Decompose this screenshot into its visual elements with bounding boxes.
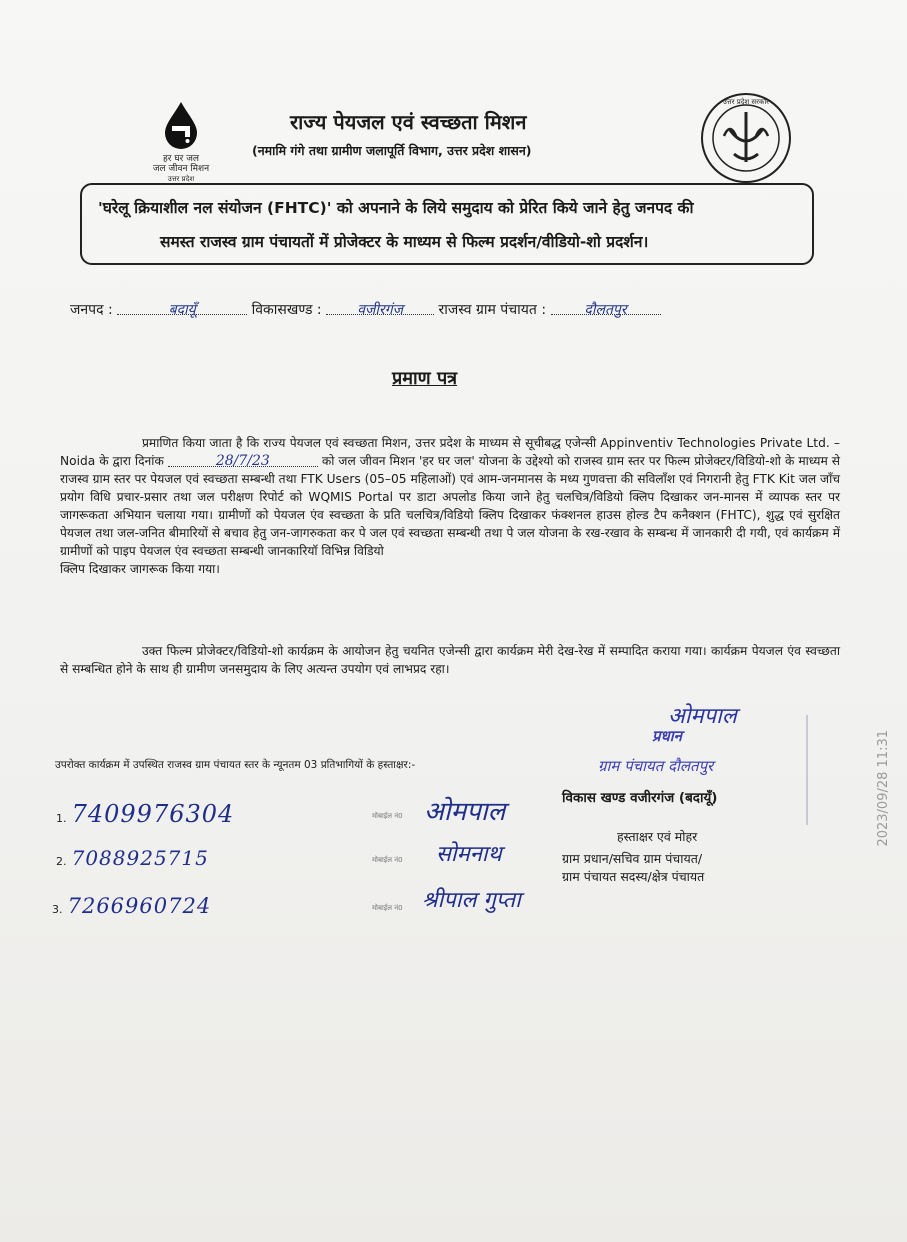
block-label: विकासखण्ड : bbox=[251, 302, 322, 318]
date-field bbox=[168, 452, 318, 467]
panchayat-field bbox=[551, 300, 661, 318]
participant-index: 3. bbox=[52, 903, 63, 916]
emblem-seal-icon bbox=[700, 92, 792, 184]
district-value: बदायूँ bbox=[168, 302, 196, 318]
para1-part-b: को जल जीवन मिशन 'हर घर जल' योजना के उद्देश्यो को राजस्व ग्राम स्तर पर फिल्म प्रोजेक्टर/विडियो-शो के माध्यम से राजस्व ग्राम स्तर पर पेयजल एवं स्वच्छता सम्बन्धी तथा FTK Users (05–05 महिलाओं) एवं आम-जनमानस के मध्य गुणवत्ता की सविलाँश एवं निगरानी हेतु FTK Kit जल जाँच प्रयोग विधि प्रचार-प्रसार तथा जल परीक्षण रिपोर्ट को WQMIS Portal पर डाटा अपलोड किया जाने हेतु चलचित्र/विडियो क्लिप दिखाकर जन-मानस में व्यापक स्तर पर जागरूकता अभियान चलाया गया। ग्रामीणों को पेयजल एंव स्वच्छता के प्रति चलचित्र/विडियो क्लिप दिखाकर फंक्शनल हाउस होल्ड टैप कनैक्शन (FHTC), शुद्ध एवं सुरक्षित पेयजल तथा जल-जनित बीमारियों से बचाव हेतु जन-जागरुकता कर पे जल एवं स्वच्छता सम्बन्धी तथा पे जल योजना के रख-रखाव के सम्बन्ध में जानकारी दी गयी, एवं कार्यक्रम में ग्रामीणों को पाइप पेयजल एंव स्वच्छता सम्बन्धी जानकारियॉ विभिन्न विडियो bbox=[60, 454, 840, 558]
stamp-panchayat: ग्राम पंचायत दौलतपुर bbox=[598, 757, 714, 775]
participant-sign-tag: मोबाईल नं0 bbox=[372, 904, 403, 912]
panchayat-value: दौलतपुर bbox=[584, 302, 627, 318]
document-title: राज्य पेयजल एवं स्वच्छता मिशन bbox=[290, 110, 527, 134]
document-subtitle: (नमामि गंगे तथा ग्रामीण जलापूर्ति विभाग, उत्तर प्रदेश शासन) bbox=[252, 143, 532, 158]
participant-sign-tag: मोबाईल नं0 bbox=[372, 856, 403, 864]
participant-mobile: 7266960724 bbox=[67, 894, 212, 918]
participant-signature: श्रीपाल गुप्ता bbox=[422, 888, 521, 913]
certificate-paragraph-2 bbox=[60, 642, 840, 678]
stamp-edge-line bbox=[806, 715, 808, 825]
participant-index: 1. bbox=[56, 812, 67, 825]
participant-row bbox=[56, 800, 234, 828]
para2-text: उक्त फिल्म प्रोजेक्टर/विडियो-शो कार्यक्रम के आयोजन हेतु चयनित एजेन्सी द्वारा कार्यक्रम मेरी देख-रेख में सम्पादित कराया गया। कार्यक्रम पेयजल एंव स्वच्छता से सम्बन्धित होने के साथ ही ग्रामीण जनसमुदाय के लिए अत्यन्त उपयोग एवं लाभप्रद रहा। bbox=[60, 644, 840, 676]
emblem-text: उत्तर प्रदेश सरकार bbox=[722, 98, 770, 106]
sign-and-seal-label: हस्ताक्षर एवं मोहर bbox=[617, 829, 698, 844]
participant-mobile: 7409976304 bbox=[71, 800, 235, 828]
role-line-2: ग्राम पंचायत सदस्य/क्षेत्र पंचायत bbox=[562, 869, 705, 884]
district-field bbox=[117, 300, 247, 318]
certificate-title: प्रमाण पत्र bbox=[392, 368, 458, 389]
logo-caption-1: हर घर जल bbox=[163, 154, 199, 164]
para1-part-c: क्लिप दिखाकर जागरूक किया गया। bbox=[60, 562, 220, 576]
block-value: वजीरगंज bbox=[357, 302, 403, 318]
logo-caption-2: जल जीवन मिशन bbox=[152, 164, 210, 174]
pradhan-signature: ओमपाल bbox=[668, 704, 737, 729]
participant-mobile: 7088925715 bbox=[71, 846, 209, 870]
participant-index: 2. bbox=[56, 855, 67, 868]
participant-sign-tag: मोबाईल नं0 bbox=[372, 812, 403, 820]
stamp-title: प्रधान bbox=[652, 727, 682, 745]
district-label: जनपद : bbox=[70, 302, 113, 318]
stamp-block: विकास खण्ड वजीरगंज (बदायूँ) bbox=[562, 790, 718, 806]
participant-signature: ओमपाल bbox=[424, 797, 506, 827]
har-ghar-jal-logo bbox=[150, 100, 212, 184]
logo-caption-3: उत्तर प्रदेश bbox=[167, 175, 195, 183]
role-line-1: ग्राम प्रधान/सचिव ग्राम पंचायत/ bbox=[562, 851, 703, 866]
para1-part-a: प्रमाणित किया जाता है कि राज्य पेयजल एवं स्वच्छता मिशन, उत्तर प्रदेश के माध्यम से सूचीबद्ध एजेन्सी Appinventiv Technologies Private Ltd. – Noida के द्वारा दिनांक bbox=[60, 436, 840, 468]
certificate-paragraph-1 bbox=[60, 434, 840, 578]
participant-signature: सोमनाथ bbox=[436, 842, 502, 867]
banner-line-1: 'घरेलू क्रियाशील नल संयोजन (FHTC)' को अपनाने के लिये समुदाय को प्रेरित किये जाने हेतु जनपद की bbox=[98, 199, 694, 217]
location-fields bbox=[70, 300, 661, 319]
up-government-emblem bbox=[700, 92, 792, 184]
photo-timestamp: 2023/09/28 11:31 bbox=[876, 730, 891, 847]
participants-heading: उपरोक्त कार्यक्रम में उपस्थित राजस्व ग्राम पंचायत स्तर के न्यूनतम 03 प्रतिभागियों के हस्ताक्षर:- bbox=[55, 759, 416, 771]
banner-line-2: समस्त राजस्व ग्राम पंचायतों में प्रोजेक्टर के माध्यम से फिल्म प्रदर्शन/वीडियो-शो प्रदर्शन। bbox=[160, 233, 649, 251]
date-value: 28/7/23 bbox=[215, 453, 270, 469]
water-drop-tap-icon bbox=[159, 100, 203, 150]
participant-row bbox=[52, 894, 211, 918]
participant-row bbox=[56, 846, 209, 870]
panchayat-label: राजस्व ग्राम पंचायत : bbox=[438, 302, 547, 318]
block-field bbox=[326, 300, 434, 318]
